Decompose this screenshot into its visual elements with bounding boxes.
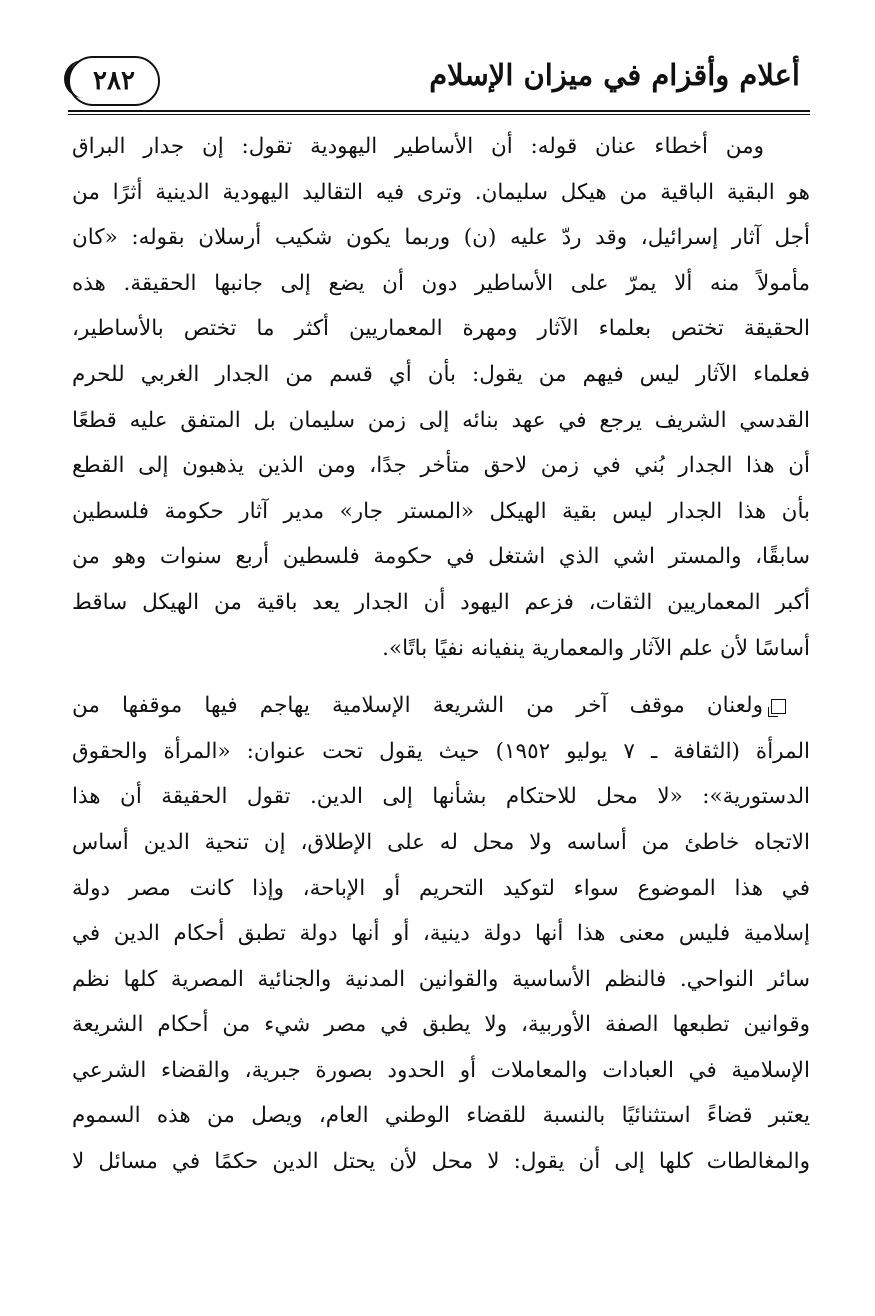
paragraph-marker-icon [771, 699, 786, 714]
header-rule [68, 110, 810, 112]
running-title: أعلام وأقزام في ميزان الإسلام [429, 58, 800, 92]
text-line: مأمولاً منه ألا يمرّ على الأساطير دون أن يضع إلى جانبها الحقيقة. هذه [72, 270, 810, 296]
text-line: فعلماء الآثار ليس فيهم من يقول: بأن أي قسم من الجدار الغربي للحرم [72, 361, 810, 387]
text-line: بأن هذا الجدار ليس بقية الهيكل «المستر جار» مدير آثار حكومة فلسطين [72, 498, 810, 524]
text-line: ومن أخطاء عنان قوله: أن الأساطير اليهودية تقول: إن جدار البراق [72, 134, 764, 159]
text-line: الدستورية»: «لا محل للاحتكام بشأنها إلى الدين. تقول الحقيقة أن هذا [72, 784, 810, 810]
paragraph-1 [72, 124, 810, 671]
text-line: المرأة (الثقافة ـ ٧ يوليو ١٩٥٢) حيث يقول تحت عنوان: «المرأة والحقوق [72, 738, 810, 764]
page-number: ٢٨٢ [68, 56, 160, 106]
text-line: يعتبر قضاءً استثنائيًا بالنسبة للقضاء الوطني العام، ويصل من هذه السموم [72, 1103, 810, 1129]
text-line: والمغالطات كلها إلى أن يقول: لا محل لأن يحتل الدين حكمًا في مسائل لا [72, 1149, 810, 1175]
text-line: أكبر المعماريين الثقات، فزعم اليهود أن الجدار يعد باقية من الهيكل ساقط [72, 589, 810, 615]
header-rule-thin [68, 114, 810, 115]
text-line: هو البقية الباقية من هيكل سليمان. وترى فيه التقاليد اليهودية الدينية أثرًا من [72, 179, 810, 205]
text-line: القدسي الشريف يرجع في عهد بنائه إلى زمن سليمان بل المتفق عليه قطعًا [72, 407, 810, 433]
text-line: وقوانين تطبعها الصفة الأوربية، ولا يطبق في مصر شيء من أحكام الشريعة [72, 1012, 810, 1038]
text-line: سابقًا، والمستر اشي الذي اشتغل في حكومة فلسطين أربع سنوات وهو من [72, 544, 810, 570]
text-line: في هذا الموضوع سواء لتوكيد التحريم أو الإباحة، وإذا كانت مصر دولة [72, 875, 810, 901]
text-line: أساسًا لأن علم الآثار والمعمارية ينفيانه نفيًا باتًا». [382, 635, 810, 661]
text-line: ولعنان موقف آخر من الشريعة الإسلامية يهاجم فيها موقفها من [72, 693, 763, 719]
text-line: الإسلامية في العبادات والمعاملات أو الحدود بصورة جبرية، والقضاء الشرعي [72, 1057, 810, 1083]
text-line: سائر النواحي. فالنظم الأساسية والقوانين المدنية والجنائية المصرية كلها نظم [72, 966, 810, 992]
text-line: أجل آثار إسرائيل، وقد ردّ عليه (ن) وربما يكون شكيب أرسلان بقوله: «كان [72, 225, 810, 251]
paragraph-2 [72, 683, 810, 1185]
page-header [68, 52, 810, 108]
text-line: الاتجاه خاطئ من أساسه ولا محل له على الإطلاق، إن تنحية الدين أساس [72, 829, 810, 855]
text-line-with-marker [72, 683, 810, 729]
text-line: أن هذا الجدار بُني في زمن لاحق متأخر جدًا، ومن الذين يذهبون إلى القطع [72, 453, 810, 479]
text-line: الحقيقة تختص بعلماء الآثار ومهرة المعماريين أكثر ما تختص بالأساطير، [72, 316, 810, 342]
text-line: إسلامية فليس معنى هذا أنها دولة دينية، أو أنها دولة تطبق أحكام الدين في [72, 921, 810, 947]
body-text [72, 124, 810, 1185]
